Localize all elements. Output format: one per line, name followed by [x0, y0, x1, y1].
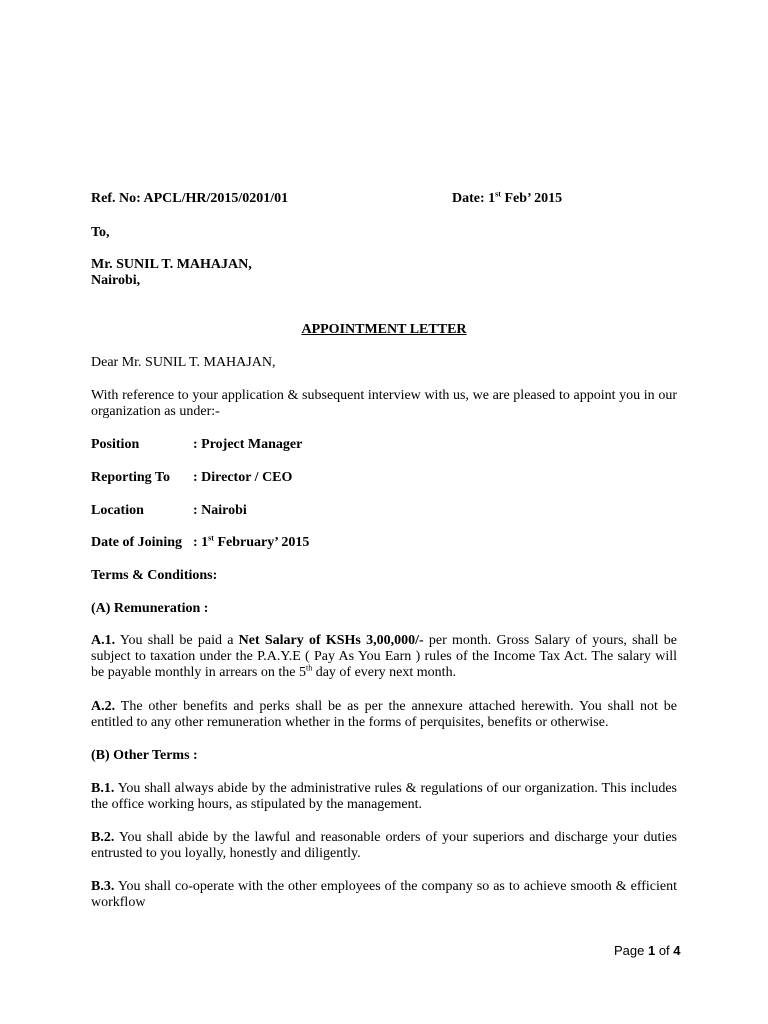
joining-value: : 1st February’ 2015 — [193, 533, 310, 550]
page-number: Page 1 of 4 — [614, 943, 681, 958]
joining-row — [91, 535, 309, 551]
salutation: Dear Mr. SUNIL T. MAHAJAN, — [91, 355, 276, 370]
reporting-value: : Director / CEO — [193, 470, 293, 485]
clause-b1: B.1. You shall always abide by the administrative rules & regulations of our organization. This includes the office working hours, as stipulated by the management. — [91, 781, 677, 812]
clause-b3: B.3. You shall co-operate with the other employees of the company so as to achieve smooth & efficient workflow — [91, 879, 677, 910]
position-label: Position — [91, 437, 140, 452]
clause-a2: A.2. The other benefits and perks shall be as per the annexure attached herewith. You shall not be entitled to any other remuneration whether in the forms of perquisites, benefits or otherwise. — [91, 699, 677, 730]
clause-a1: A.1. You shall be paid a Net Salary of KSHs 3,00,000/- per month. Gross Salary of yours, shall be subject to taxation under the P.A.Y.E ( Pay As You Earn ) rules of the Income Tax Act. The salary will be payable monthly in arrears on the 5th day of every next month. — [91, 633, 677, 680]
to-line: To, — [91, 225, 110, 240]
reference-number: Ref. No: APCL/HR/2015/0201/01 — [91, 191, 289, 206]
reporting-label: Reporting To — [91, 470, 170, 485]
remuneration-heading: (A) Remuneration : — [91, 601, 209, 616]
position-value: : Project Manager — [193, 437, 303, 452]
letter-title: APPOINTMENT LETTER — [301, 322, 467, 337]
recipient-name: Mr. SUNIL T. MAHAJAN, — [91, 257, 252, 272]
position-row — [91, 437, 302, 453]
terms-heading: Terms & Conditions: — [91, 568, 218, 583]
intro-paragraph: With reference to your application & subsequent interview with us, we are pleased to appoint you in our organization as under:- — [91, 388, 677, 419]
location-row — [91, 503, 247, 519]
clause-b2: B.2. You shall abide by the lawful and reasonable orders of your superiors and discharge your duties entrusted to you loyally, honestly and diligently. — [91, 830, 677, 861]
joining-label: Date of Joining — [91, 535, 182, 550]
recipient-city: Nairobi, — [91, 273, 141, 288]
location-label: Location — [91, 503, 144, 518]
letter-date: Date: 1st Feb’ 2015 — [452, 189, 563, 206]
other-terms-heading: (B) Other Terms : — [91, 748, 198, 763]
location-value: : Nairobi — [193, 503, 247, 518]
reporting-row — [91, 470, 292, 486]
